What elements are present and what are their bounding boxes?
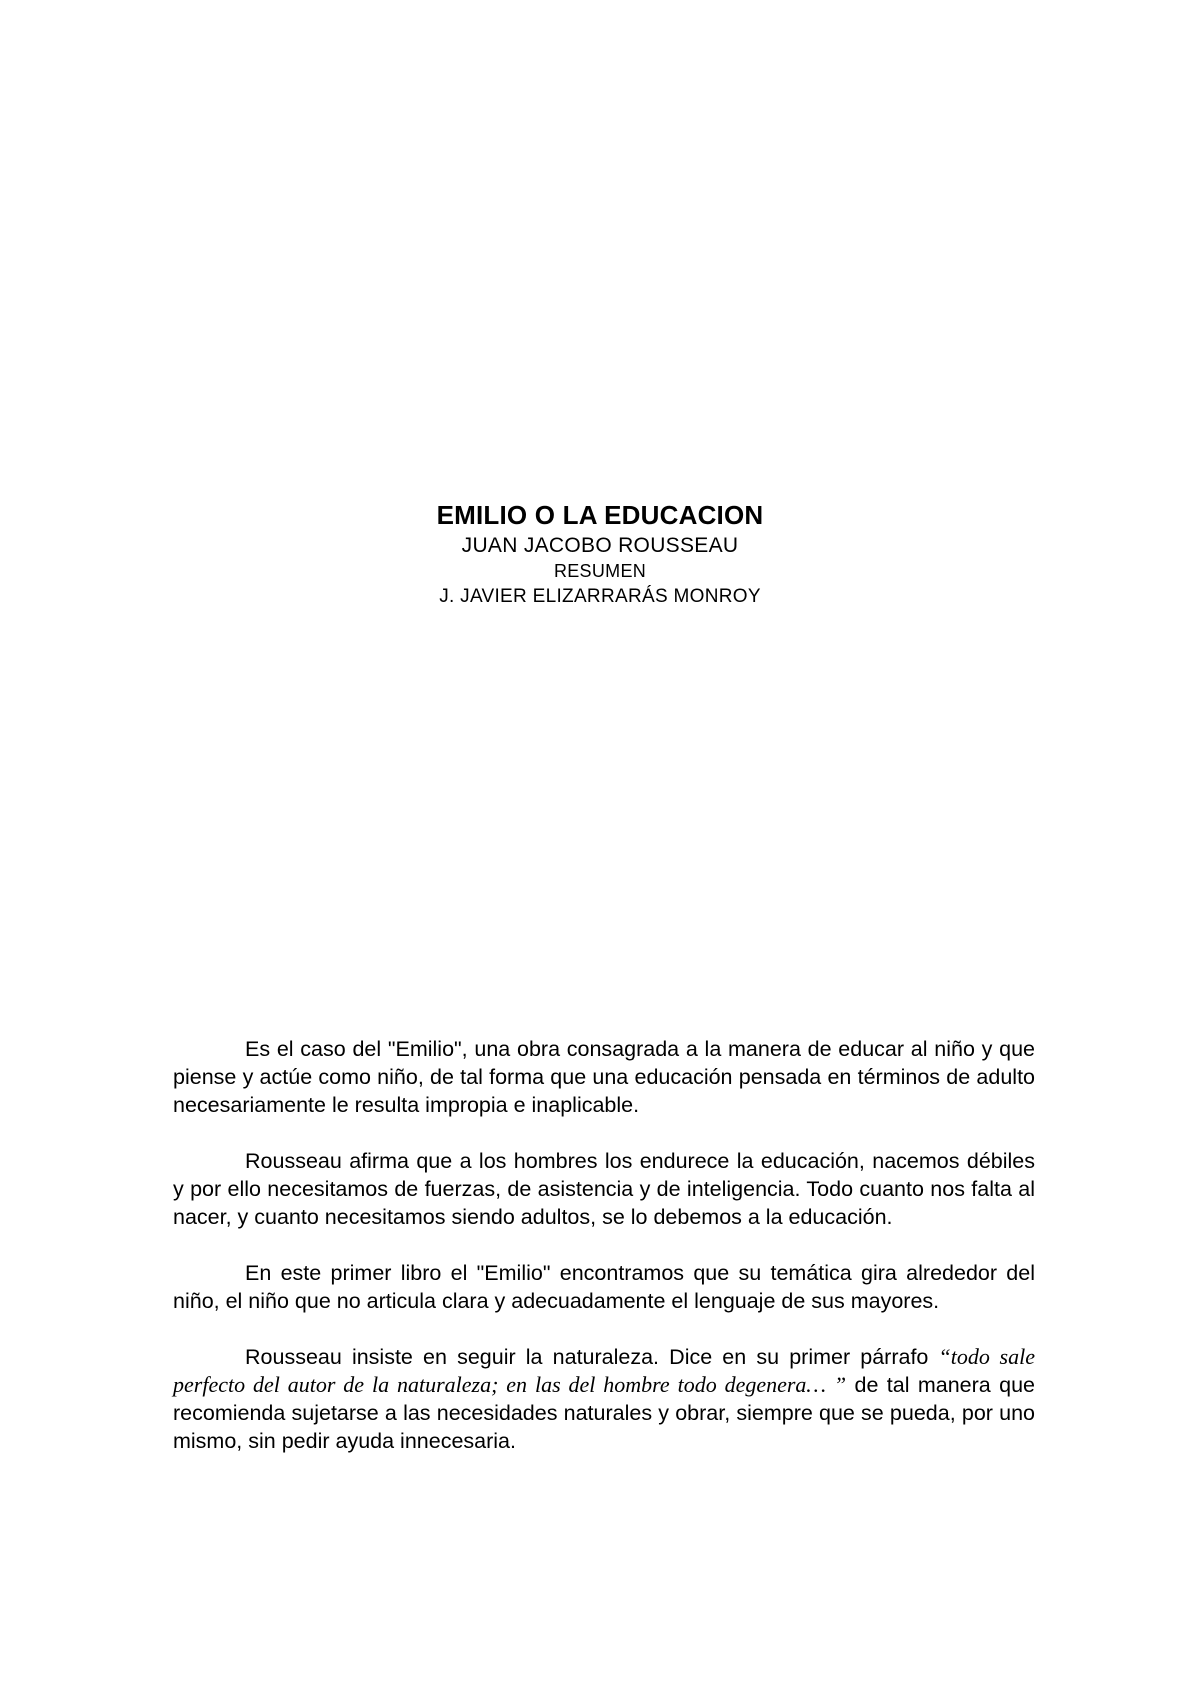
paragraph-3: En este primer libro el "Emilio" encontramos que su temática gira alrededor del niño, el niño que no articula clara y adecuadamente el lenguaje de sus mayores.	[173, 1261, 1035, 1313]
paragraph-4-conclusion: de tal manera que recomienda sujetarse a las necesidades naturales y obrar, siempre que se pueda, por uno mismo, sin pedir ayuda innecesaria.	[173, 1373, 1035, 1453]
paragraph-4	[173, 1343, 1035, 1455]
paragraph-4-intro: Rousseau insiste en seguir la naturaleza. Dice en su primer párrafo	[245, 1345, 939, 1369]
document-title: EMILIO O LA EDUCACION	[436, 500, 764, 530]
title-block	[0, 498, 1200, 609]
paragraph-1: Es el caso del "Emilio", una obra consagrada a la manera de educar al niño y que piense y actúe como niño, de tal forma que una educación pensada en términos de adulto necesariamente le resulta impropia e inaplicable.	[173, 1037, 1035, 1117]
summary-author: J. JAVIER ELIZARRARÁS MONROY	[439, 586, 761, 607]
paragraph-2: Rousseau afirma que a los hombres los endurece la educación, nacemos débiles y por ello necesitamos de fuerzas, de asistencia y de inteligencia. Todo cuanto nos falta al nacer, y cuanto necesitamos siendo adultos, se lo debemos a la educación.	[173, 1149, 1035, 1229]
rousseau-quote: “todo sale perfecto del autor de la naturaleza; en las del hombre todo degenera… ”	[173, 1344, 1035, 1397]
document-body	[173, 1035, 1035, 1455]
book-author: JUAN JACOBO ROUSSEAU	[461, 534, 739, 557]
document-subtitle: RESUMEN	[553, 561, 647, 581]
